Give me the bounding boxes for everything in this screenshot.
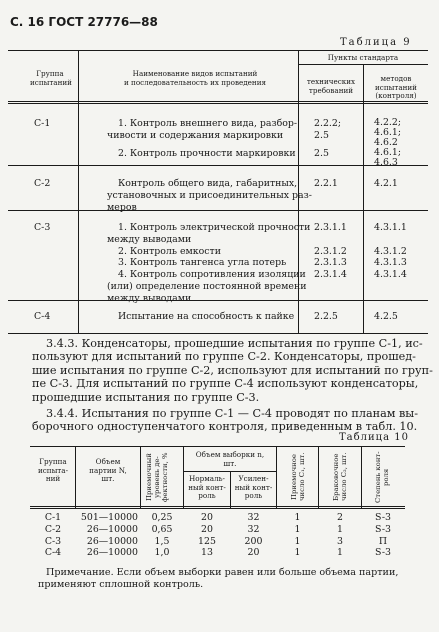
t10-h-lot: Объем партии N, шт. bbox=[89, 457, 127, 484]
t10-col-level bbox=[362, 512, 404, 559]
t10-cell: 32 bbox=[247, 512, 260, 523]
t10-cell: 2 bbox=[337, 512, 343, 523]
page-header: С. 16 ГОСТ 27776—88 bbox=[10, 15, 158, 29]
t10-cell: 3 bbox=[337, 535, 343, 547]
t9-row1-group: С-1 bbox=[34, 118, 51, 129]
t9-h-name: Наименование видов испытаний и последовательность их проведения bbox=[123, 69, 267, 87]
t10-cell: 501—10000 bbox=[80, 512, 138, 523]
t10-h-group: Группа испыта- ний bbox=[37, 457, 69, 484]
t10-cell: S-3 bbox=[375, 523, 391, 535]
t10-cell: S-3 bbox=[375, 547, 391, 559]
t9-row2-meth: 4.2.1 bbox=[374, 178, 398, 189]
t10-cell: 13 bbox=[201, 547, 213, 559]
t10-h-sample: Объем выборки n, шт. bbox=[195, 450, 265, 468]
t10-cell: 26—10000 bbox=[86, 535, 138, 547]
t9-row3-meth: 4.3.1.1 4.3.1.2 4.3.1.3 4.3.1.4 bbox=[374, 222, 407, 281]
t10-cell: 1 bbox=[294, 535, 301, 547]
t10-cell: 26—10000 bbox=[86, 523, 138, 535]
paragraph-3-4-3: 3.4.3. Конденсаторы, прошедшие испытания по группе С-1, ис- пользуют для испытаний по группе С-2. Конденсаторы, прошед- шие испытания по группе С-2, используют для испытаний по груп- пе С-3. Для испытаний по группе С-4 используют конденсаторы, прошедшие испытания по группе С-3. bbox=[32, 337, 433, 404]
t10-cell: 1,5 bbox=[154, 535, 170, 547]
t9-row2-tech: 2.2.1 bbox=[314, 178, 338, 189]
t10-cell: 1,0 bbox=[154, 547, 170, 559]
t10-cell: С-2 bbox=[44, 523, 62, 535]
t10-cell: 20 bbox=[201, 512, 213, 523]
t9-row2-name: Контроль общего вида, габаритных, установочных и присоединительных раз- меров bbox=[107, 178, 312, 213]
t9-row1-name: 1. Контроль внешнего вида, разбор- чивости и содержания маркировки 2. Контроль прочности маркировки bbox=[107, 118, 298, 159]
t10-cell: 1 bbox=[337, 547, 343, 559]
t10-col-reject bbox=[319, 512, 361, 559]
t9-row4-group: С-4 bbox=[34, 311, 51, 322]
t10-cell: 125 bbox=[198, 535, 216, 547]
t9-h-tech: технических требований bbox=[306, 77, 356, 95]
t10-cell: 1 bbox=[294, 512, 301, 523]
table10-caption: Таблица 10 bbox=[339, 432, 409, 443]
t9-row1-meth: 4.2.2; 4.6.1; 4.6.2 4.6.1; 4.6.3 bbox=[374, 117, 402, 168]
t10-cell: 20 bbox=[247, 547, 260, 559]
t10-cell: П bbox=[378, 535, 388, 547]
t10-col-tight bbox=[231, 512, 276, 559]
t9-row1-tech: 2.2.2; 2.5 2.5 bbox=[314, 118, 342, 159]
t10-h-aql: Приемочный уровень де- фектности, % bbox=[145, 452, 169, 502]
t9-row4-meth: 4.2.5 bbox=[374, 311, 398, 322]
t10-h-level: Степень конт- роля bbox=[374, 451, 390, 503]
t10-col-lot bbox=[76, 512, 138, 559]
t9-row3-name: 1. Контроль электрической прочности между выводами 2. Контроль емкости 3. Контроль тангенса угла потерь 4. Контроль сопротивления изоляции (или) определение постоянной времени между выводами bbox=[107, 222, 311, 304]
t9-row4-tech: 2.2.5 bbox=[314, 311, 338, 322]
t10-h-normal: Нормаль- ный конт- роль bbox=[188, 474, 226, 501]
t10-cell: С-4 bbox=[44, 547, 62, 559]
t9-h-group: Группа испытаний bbox=[30, 69, 72, 87]
t10-cell: С-1 bbox=[44, 512, 62, 523]
t10-cell: 1 bbox=[337, 523, 343, 535]
t9-row3-group: С-3 bbox=[34, 222, 51, 233]
paragraph-3-4-4: 3.4.4. Испытания по группе С-1 — С-4 проводят по планам вы- борочного одноступенчатого контроля, приведенным в табл. 10. bbox=[32, 407, 418, 434]
t10-col-accept bbox=[277, 512, 318, 559]
t10-cell: 0,65 bbox=[151, 523, 173, 535]
t10-cell: С-3 bbox=[44, 535, 62, 547]
t10-h-reject: Браковочное число C₂, шт. bbox=[332, 452, 348, 502]
t10-cell: 1 bbox=[294, 523, 301, 535]
t10-cell: 32 bbox=[247, 523, 260, 535]
t10-col-aql bbox=[141, 512, 183, 559]
t10-cell: 0,25 bbox=[151, 512, 173, 523]
footnote: Примечание. Если объем выборки равен или больше объема партии, применяют сплошной контроль. bbox=[38, 567, 399, 590]
t10-h-accept: Приемочное число C₁, шт. bbox=[290, 452, 306, 502]
t10-cell: 26—10000 bbox=[86, 547, 138, 559]
t10-cell: 200 bbox=[244, 535, 263, 547]
t10-h-tight: Усилен- ный конт- роль bbox=[234, 474, 273, 501]
table9-caption: Таблица 9 bbox=[340, 37, 412, 48]
t9-h-methods: методов испытаний (контроля) bbox=[375, 74, 417, 101]
t10-cell: S-3 bbox=[375, 512, 391, 523]
t10-col-normal bbox=[184, 512, 230, 559]
t10-cell: 1 bbox=[294, 547, 301, 559]
t9-row2-group: С-2 bbox=[34, 178, 51, 189]
t9-row4-name: Испытание на способность к пайке bbox=[118, 311, 295, 322]
t10-cell: 20 bbox=[201, 523, 213, 535]
t10-col-group bbox=[32, 512, 74, 559]
t9-row3-tech: 2.3.1.1 2.3.1.2 2.3.1.3 2.3.1.4 bbox=[314, 222, 347, 281]
t9-h-points: Пункты стандарта bbox=[327, 53, 399, 62]
